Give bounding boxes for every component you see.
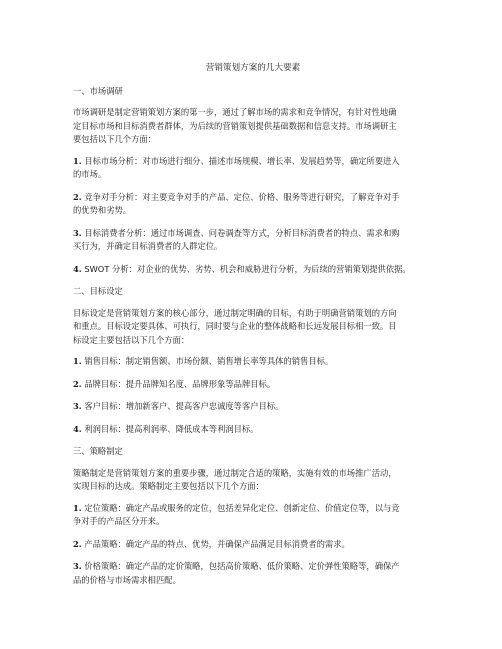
section-intro bbox=[73, 307, 433, 348]
list-item bbox=[73, 227, 433, 254]
intro-line: 和重点。目标设定要具体、可执行，同时要与企业的整体战略和长远发展目标相一致。目 bbox=[73, 321, 397, 331]
list-item-text: 目标市场分析：对市场进行细分、描述市场规模、增长率、发展趋势等，确定所要进入 bbox=[84, 155, 400, 166]
list-item-number: 2. bbox=[73, 378, 82, 389]
list-item bbox=[73, 263, 433, 277]
list-item-number: 4. bbox=[73, 263, 82, 274]
list-item-text: 的优势和劣势。 bbox=[73, 205, 132, 215]
list-item-number: 3. bbox=[73, 401, 82, 411]
list-item-number: 1. bbox=[73, 155, 82, 166]
intro-line: 标设定主要包括以下几个方面： bbox=[73, 334, 190, 345]
list-item-text: 价格策略：确定产品的定价策略，包括高价策略、低价策略、定价弹性策略等，确保产 bbox=[84, 561, 400, 571]
intro-line: 策略制定是营销策划方案的重要步骤，通过制定合适的策略，实施有效的市场推广活动， bbox=[73, 467, 397, 478]
document-body bbox=[73, 85, 433, 588]
list-item-text: 定位策略：确定产品或服务的定位，包括差异化定位、创新定位、价值定位等，以与竞 bbox=[84, 502, 400, 513]
list-item-number: 4. bbox=[73, 423, 82, 434]
list-item-number: 3. bbox=[73, 227, 82, 238]
list-item-text: 买行为，并确定目标消费者的人群定位。 bbox=[73, 241, 223, 251]
section-3 bbox=[73, 445, 433, 587]
list-item-text: 目标消费者分析：通过市场调查、问卷调查等方式，分析目标消费者的特点、需求和购 bbox=[84, 227, 400, 238]
list-item-number: 1. bbox=[73, 356, 82, 366]
intro-line: 市场调研是制定营销策划方案的第一步，通过了解市场的需求和竞争情况，有针对性地确 bbox=[73, 107, 397, 117]
list-item-text: 竞争对手分析：对主要竞争对手的产品、定位、价格、服务等进行研究，了解竞争对手 bbox=[84, 191, 400, 202]
section-heading: 三、策略制定 bbox=[73, 446, 123, 456]
section-1 bbox=[73, 85, 433, 277]
list-item-number: 2. bbox=[73, 538, 82, 549]
list-item-text: 的市场。 bbox=[73, 169, 107, 179]
list-item-text: 客户目标：增加新客户、提高客户忠诚度等客户目标。 bbox=[84, 401, 284, 411]
list-item-text: 利润目标：提高利润率、降低成本等利润目标。 bbox=[84, 423, 259, 434]
section-intro bbox=[73, 467, 433, 494]
list-item bbox=[73, 502, 433, 529]
list-item-text: 争对手的产品区分开来。 bbox=[73, 516, 165, 526]
section-intro bbox=[73, 106, 433, 147]
list-item bbox=[73, 155, 433, 182]
list-item bbox=[73, 423, 433, 437]
document-page bbox=[73, 62, 433, 596]
list-item bbox=[73, 355, 433, 369]
list-item-text: SWOT 分析：对企业的优势、劣势、机会和威胁进行分析，为后续的营销策划提供依据。 bbox=[84, 263, 411, 274]
list-item-number: 3. bbox=[73, 561, 82, 571]
list-item-number: 2. bbox=[73, 191, 82, 202]
document-title: 营销策划方案的几大要素 bbox=[205, 63, 301, 73]
list-item bbox=[73, 378, 433, 392]
section-2 bbox=[73, 285, 433, 436]
intro-line: 目标设定是营销策划方案的核心部分，通过制定明确的目标，有助于明确营销策划的方向 bbox=[73, 307, 397, 318]
list-item-text: 产品策略：确定产品的特点、优势，并确保产品满足目标消费者的需求。 bbox=[84, 538, 350, 549]
section-heading: 一、市场调研 bbox=[73, 85, 123, 96]
list-item bbox=[73, 191, 433, 218]
list-item bbox=[73, 538, 433, 552]
list-item bbox=[73, 400, 433, 414]
intro-line: 要包括以下几个方面： bbox=[73, 134, 156, 144]
list-item-text: 品的价格与市场需求相匹配。 bbox=[73, 574, 181, 585]
list-item-text: 销售目标：制定销售额、市场份额、销售增长率等具体的销售目标。 bbox=[84, 356, 334, 366]
list-item-text: 品牌目标：提升品牌知名度、品牌形象等品牌目标。 bbox=[84, 378, 276, 389]
section-heading: 二、目标设定 bbox=[73, 286, 123, 296]
intro-line: 定目标市场和目标消费者群体，为后续的营销策划提供基础数据和信息支持。市场调研主 bbox=[73, 120, 397, 131]
intro-line: 实现目标的达成。策略制定主要包括以下几个方面： bbox=[73, 481, 264, 491]
list-item-number: 1. bbox=[73, 502, 82, 513]
list-item bbox=[73, 560, 433, 587]
